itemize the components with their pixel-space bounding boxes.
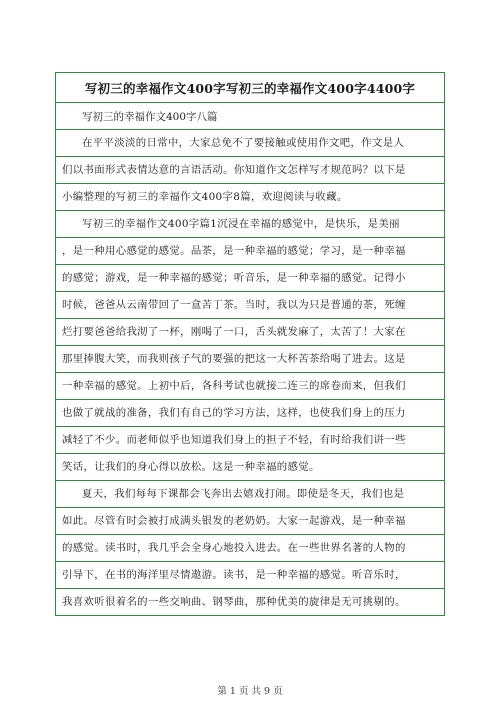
text-line: 夏天，我们每每下课都会飞奔出去嬉戏打闹。即使是冬天，我们也是 xyxy=(56,481,444,508)
paragraph xyxy=(56,130,444,211)
page-footer: 第 1 页 共 9 页 xyxy=(217,686,283,697)
text-line: 笑话，让我们的身心得以放松。这是一种幸福的感觉。 xyxy=(56,454,444,481)
essay-sheet xyxy=(55,72,445,616)
text-line: 减轻了不少。而老师似乎也知道我们身上的担子不轻，有时给我们讲一些 xyxy=(56,427,444,454)
document-title: 写初三的幸福作文400字写初三的幸福作文400字4400字 xyxy=(56,73,444,103)
text-line: 的感觉。读书时，我几乎会全身心地投入进去。在一些世界名著的人物的 xyxy=(56,535,444,562)
text-line: 烂打要爸爸给我沏了一杯，刚喝了一口，舌头就发麻了，太苦了！大家在 xyxy=(56,319,444,346)
text-line: ，是一种用心感觉的感觉。品茶，是一种幸福的感觉；学习，是一种幸福 xyxy=(56,238,444,265)
document-subtitle: 写初三的幸福作文400字八篇 xyxy=(56,103,444,130)
text-line: 也做了就战的准备，我们有自己的学习方法，这样，也使我们身上的压力 xyxy=(56,400,444,427)
text-line: 的感觉；游戏，是一种幸福的感觉；听音乐，是一种幸福的感觉。记得小 xyxy=(56,265,444,292)
text-line: 一种幸福的感觉。上初中后，各科考试也就接二连三的席卷而来，但我们 xyxy=(56,373,444,400)
text-line: 在平平淡淡的日常中，大家总免不了要接触或使用作文吧，作文是人 xyxy=(56,130,444,157)
text-line: 时候，爸爸从云南带回了一盒苦丁茶。当时，我以为只是普通的茶，死缠 xyxy=(56,292,444,319)
text-line: 我喜欢听很着名的一些交响曲、钢琴曲，那种优美的旋律是无可挑剔的。 xyxy=(62,596,406,608)
text-line: 如此。尽管有时会被打成满头银发的老奶奶。大家一起游戏，是一种幸福 xyxy=(56,508,444,535)
text-line: 那里捧腹大笑，而我则孩子气的要强的把这一大杯苦茶给喝了进去。这是 xyxy=(56,346,444,373)
paragraph xyxy=(56,211,444,481)
text-line: 引导下，在书的海洋里尽情遨游。读书，是一种幸福的感觉。听音乐时， xyxy=(56,562,444,589)
paragraph xyxy=(56,481,444,615)
text-line: 小编整理的写初三的幸福作文400字8篇，欢迎阅读与收藏。 xyxy=(56,184,444,211)
text-line: 写初三的幸福作文400字篇1沉浸在幸福的感觉中，是快乐，是美丽 xyxy=(56,211,444,238)
essay-body xyxy=(56,130,444,615)
text-line: 们以书面形式表情达意的言语活动。你知道作文怎样写才规范吗？以下是 xyxy=(56,157,444,184)
